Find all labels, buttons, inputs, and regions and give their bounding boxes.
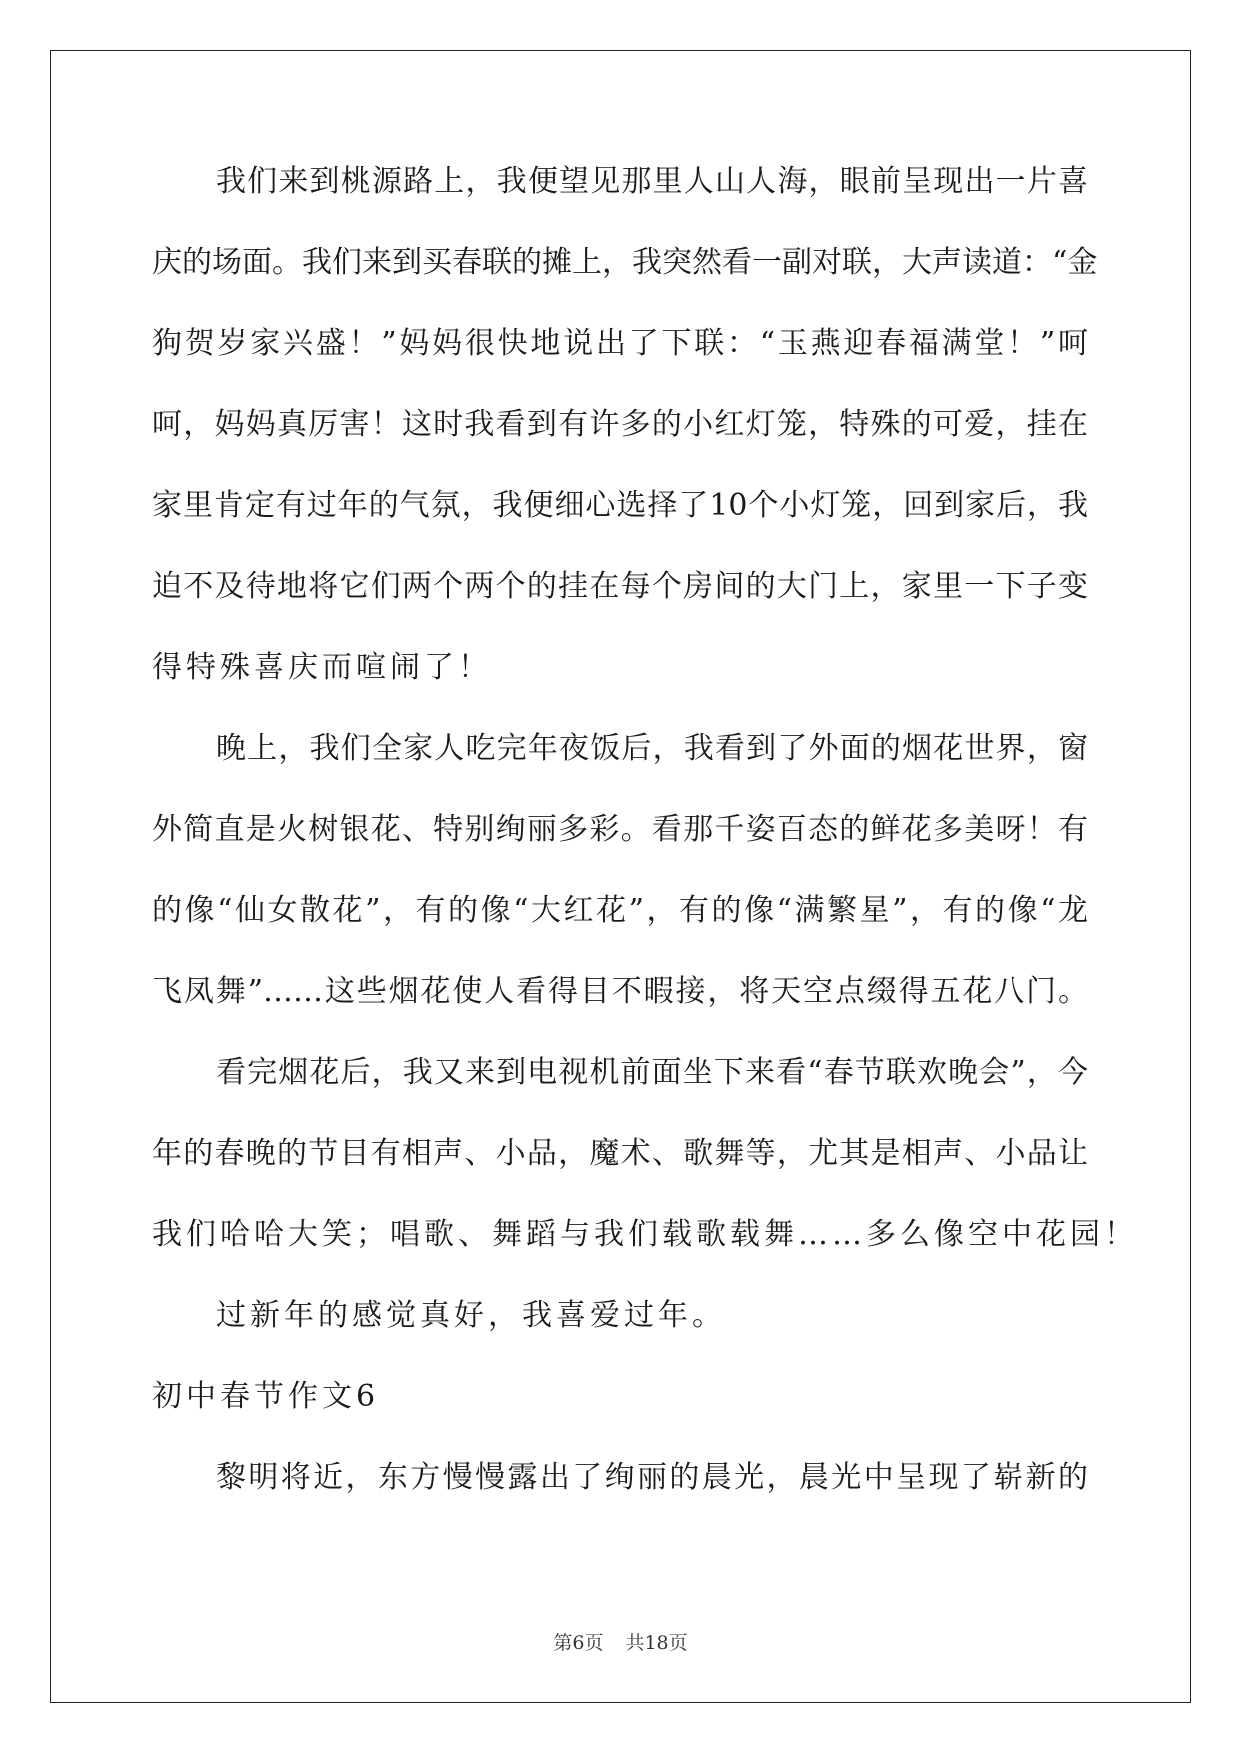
text-line: 庆的场面。我们来到买春联的摊上，我突然看一副对联，大声读道：“金: [152, 245, 1098, 280]
text-line: 看完烟花后，我又来到电视机前面坐下来看“春节联欢晚会”，今: [216, 1055, 1088, 1090]
text-line: 的像“仙女散花”，有的像“大红花”，有的像“满繁星”，有的像“龙: [152, 893, 1088, 928]
text-line: 我们来到桃源路上，我便望见那里人山人海，眼前呈现出一片喜: [216, 164, 1088, 199]
text-line: 家里肯定有过年的气氛，我便细心选择了10个小灯笼，回到家后，我: [152, 488, 1088, 523]
text-line: 过新年的感觉真好，我喜爱过年。: [216, 1298, 726, 1333]
text-line: 我们哈哈大笑；唱歌、舞蹈与我们载歌载舞……多么像空中花园！: [152, 1217, 1138, 1252]
text-line: 外简直是火树银花、特别绚丽多彩。看那千姿百态的鲜花多美呀！有: [152, 812, 1088, 847]
text-line: 飞凤舞”……这些烟花使人看得目不暇接，将天空点缀得五花八门。: [152, 974, 1088, 1009]
page-footer: [0, 1628, 1241, 1655]
text-line: 晚上，我们全家人吃完年夜饭后，我看到了外面的烟花世界，窗: [216, 731, 1088, 766]
page-total: 共18页: [625, 1632, 688, 1654]
text-line: 得特殊喜庆而喧闹了！: [152, 650, 492, 685]
text-line: 年的春晚的节目有相声、小品，魔术、歌舞等，尤其是相声、小品让: [152, 1136, 1088, 1171]
text-line: 狗贺岁家兴盛！”妈妈很快地说出了下联：“玉燕迎春福满堂！”呵: [152, 326, 1088, 361]
text-line: 迫不及待地将它们两个两个的挂在每个房间的大门上，家里一下子变: [152, 569, 1088, 604]
document-body: [152, 162, 1138, 1539]
page-number: 第6页: [553, 1632, 604, 1654]
text-line: 呵，妈妈真厉害！这时我看到有许多的小红灯笼，特殊的可爱，挂在: [152, 407, 1088, 442]
text-line: 黎明将近，东方慢慢露出了绚丽的晨光，晨光中呈现了崭新的: [216, 1460, 1088, 1495]
section-heading: 初中春节作文6: [152, 1379, 380, 1414]
